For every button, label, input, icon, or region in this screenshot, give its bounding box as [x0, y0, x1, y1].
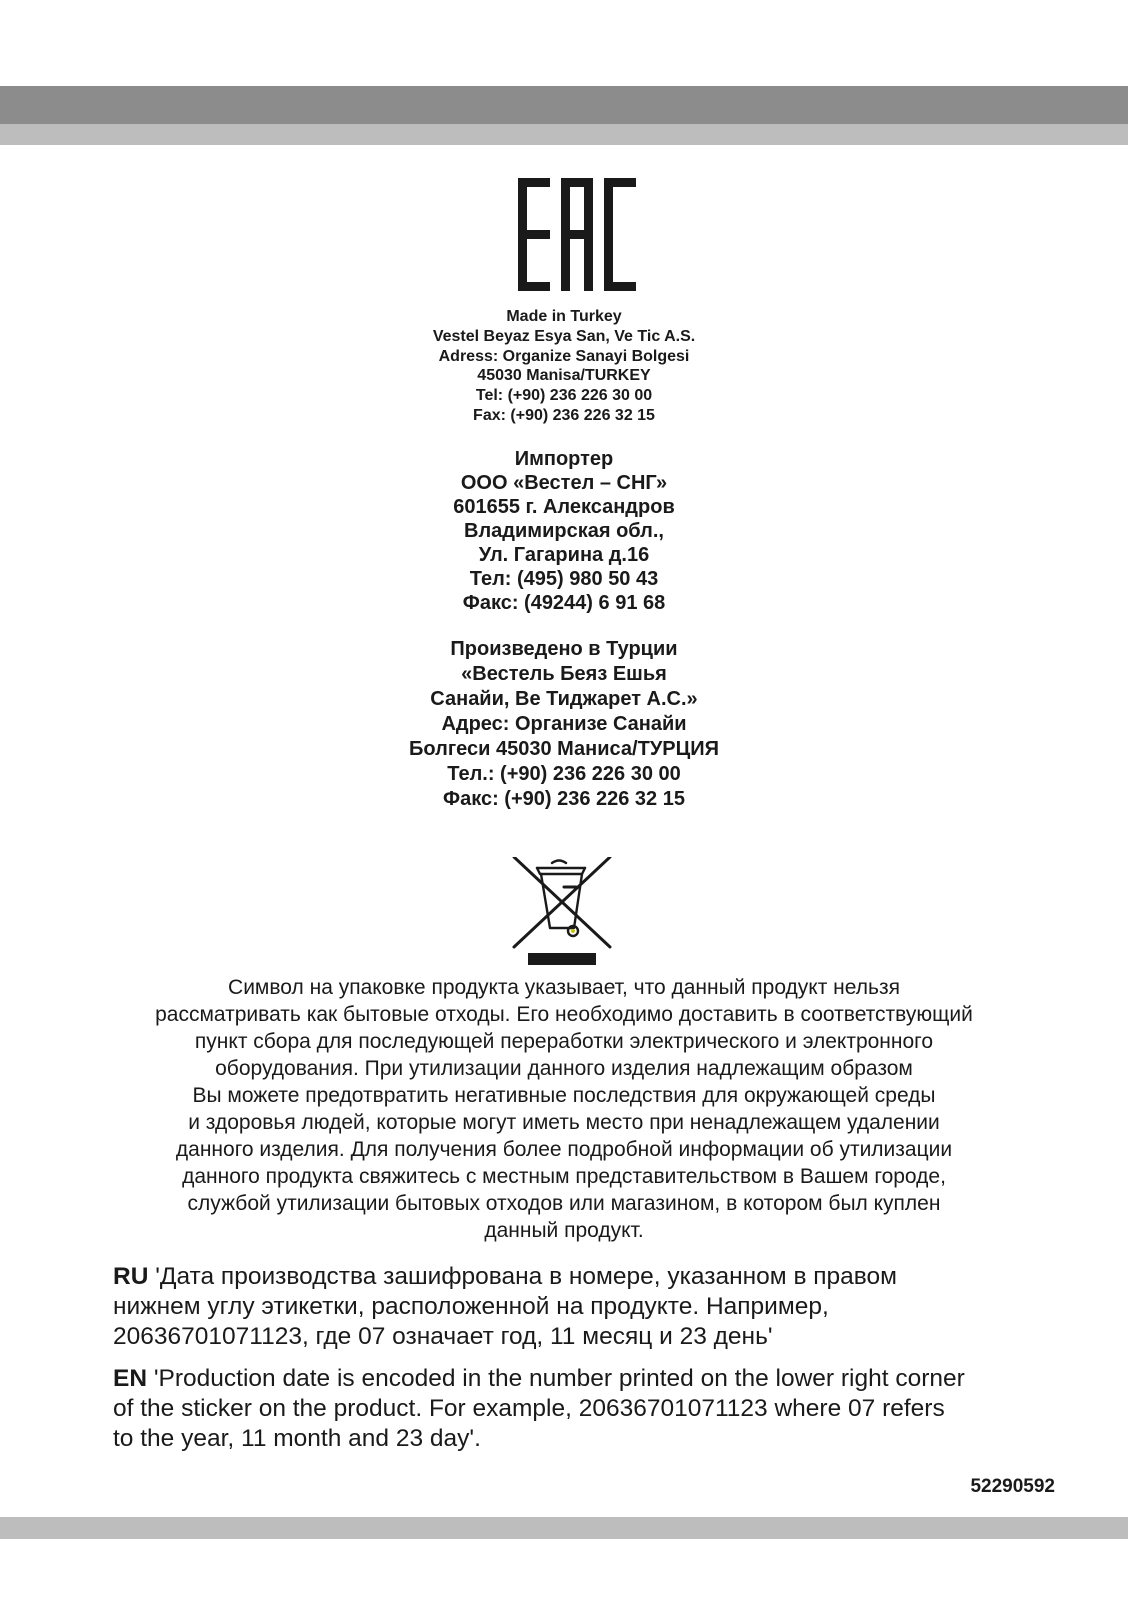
- manufacturer-line: Adress: Organize Sanayi Bolgesi: [438, 347, 690, 365]
- produced-line: Санайи, Ве Тиджарет А.С.»: [430, 688, 698, 710]
- weee-crossed-bin-icon: [512, 857, 614, 967]
- disposal-line: службой утилизации бытовых отходов или магазином, в котором был куплен: [187, 1192, 941, 1215]
- footer-band: [0, 1517, 1128, 1539]
- disposal-line: данного изделия. Для получения более подробной информации об утилизации: [175, 1138, 953, 1161]
- manufacturer-line: Vestel Beyaz Esya San, Ve Tic A.S.: [432, 327, 696, 345]
- produced-line: «Вестель Беяз Ешья: [461, 663, 667, 685]
- disposal-line: данный продукт.: [484, 1219, 644, 1242]
- header-band-light: [0, 124, 1128, 145]
- note-lang-label: RU: [113, 1263, 149, 1290]
- produced-line: Болгеси 45030 Маниса/ТУРЦИЯ: [409, 738, 719, 760]
- note-en-line: [113, 1364, 1073, 1394]
- importer-line: Владимирская обл.,: [464, 520, 664, 542]
- importer-line: Импортер: [514, 448, 614, 470]
- production-date-note-en: [113, 1364, 1073, 1454]
- disposal-line: Символ на упаковке продукта указывает, что данный продукт нельзя: [228, 976, 900, 999]
- manufacturer-line: 45030 Manisa/TURKEY: [477, 367, 651, 385]
- eac-logo: [518, 178, 636, 291]
- note-ru-line: 20636701071123, где 07 означает год, 11 месяц и 23 день': [113, 1323, 773, 1350]
- importer-line: Ул. Гагарина д.16: [478, 544, 650, 566]
- note-en-line: of the sticker on the product. For example, 20636701071123 where 07 refers: [113, 1395, 945, 1422]
- disposal-line: данного продукта свяжитесь с местным представительством в Вашем городе,: [182, 1165, 946, 1188]
- production-date-note-ru: [113, 1262, 1073, 1352]
- importer-line: Факс: (49244) 6 91 68: [462, 592, 666, 614]
- disposal-paragraph: [60, 974, 1068, 1244]
- note-ru-line: нижнем углу этикетки, расположенной на продукте. Например,: [113, 1293, 829, 1320]
- disposal-line: Вы можете предотвратить негативные последствия для окружающей среды: [192, 1084, 936, 1107]
- disposal-line: оборудования. При утилизации данного изделия надлежащим образом: [215, 1057, 913, 1080]
- manufacturer-line: Made in Turkey: [506, 308, 622, 325]
- note-ru-text: 'Дата производства зашифрована в номере, указанном в правом: [148, 1263, 897, 1290]
- disposal-line: пункт сбора для последующей переработки электрического и электронного: [194, 1030, 934, 1053]
- disposal-line: и здоровья людей, которые могут иметь место при ненадлежащем удалении: [188, 1111, 940, 1134]
- note-ru-line: [113, 1262, 1073, 1292]
- importer-line: Тел: (495) 980 50 43: [469, 568, 659, 590]
- manufacturer-line: Fax: (+90) 236 226 32 15: [473, 406, 655, 424]
- note-en-text: 'Production date is encoded in the number printed on the lower right corner: [147, 1365, 965, 1392]
- importer-line: 601655 г. Александров: [453, 496, 675, 518]
- importer-line: ООО «Вестел – СНГ»: [460, 472, 668, 494]
- manufacturer-block: [0, 307, 1128, 426]
- note-en-line: to the year, 11 month and 23 day'.: [113, 1425, 481, 1452]
- produced-in-block: [0, 637, 1128, 812]
- disposal-line: рассматривать как бытовые отходы. Его необходимо доставить в соответствующий: [155, 1003, 973, 1026]
- produced-line: Произведено в Турции: [450, 638, 678, 660]
- manufacturer-line: Tel: (+90) 236 226 30 00: [475, 387, 653, 405]
- importer-block: [0, 447, 1128, 615]
- produced-line: Тел.: (+90) 236 226 30 00: [447, 763, 681, 785]
- document-code: 52290592: [970, 1476, 1055, 1497]
- produced-line: Факс: (+90) 236 226 32 15: [443, 788, 685, 810]
- header-band-dark: [0, 86, 1128, 124]
- note-lang-label: EN: [113, 1365, 148, 1392]
- produced-line: Адрес: Организе Санайи: [441, 713, 687, 735]
